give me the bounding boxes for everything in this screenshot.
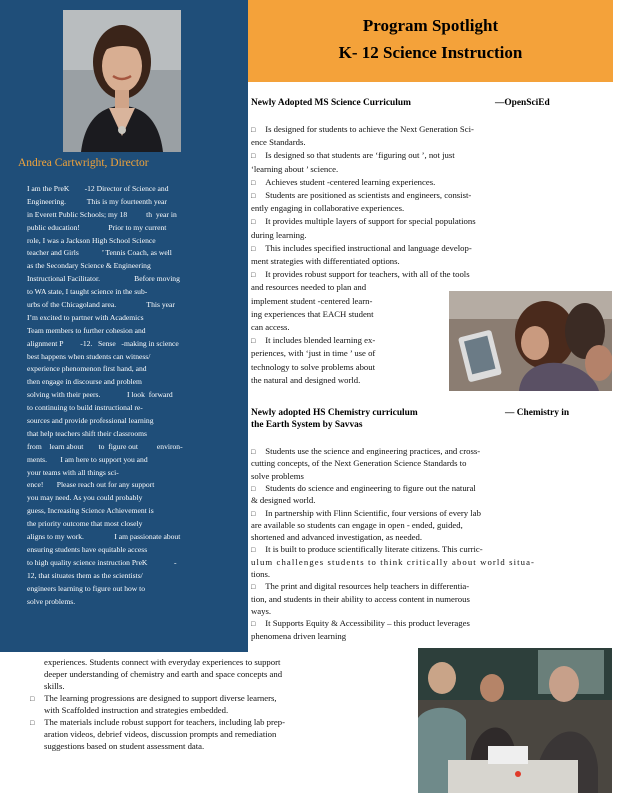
bio-line: solving with their peers. I look forward <box>27 390 173 400</box>
line-text: phenomena driven learning <box>251 630 347 641</box>
bio-line: to high quality science instruction PreK - <box>27 557 177 567</box>
director-bio <box>27 183 245 608</box>
line-text: periences, with ‘just in time ’ use of <box>251 348 376 359</box>
bullet-marker: □ <box>251 126 256 134</box>
bullet-continuation <box>251 532 422 543</box>
bio-line: aligns to my work. I am passionate about <box>27 532 181 542</box>
bullet-item <box>30 717 285 729</box>
line-text: In partnership with Flinn Scientific, four versions of every lab <box>265 507 481 518</box>
line-text: ence Standards. <box>251 137 306 148</box>
bio-line: to WA state, I taught science in the sub- <box>27 287 148 297</box>
line-text: aration videos, debrief videos, discussion prompts and remediation <box>44 729 277 739</box>
line-text: cutting concepts, of the Next Generation Science Standards to <box>251 458 467 469</box>
bullet-marker: □ <box>251 152 256 161</box>
line-text: The print and digital resources help teachers in differentia- <box>265 581 470 592</box>
line-text: technology to solve problems about <box>251 361 376 372</box>
line-text: are available so students can engage in open - ended, guided, <box>251 519 463 530</box>
bio-line: ence! Please reach out for any support <box>27 480 155 490</box>
bio-line: you may need. As you could probably <box>27 493 143 503</box>
bullet-continuation <box>251 606 271 617</box>
bullet-continuation <box>251 458 466 469</box>
bullet-continuation <box>251 322 290 333</box>
line-text: ently engaging in collaborative experiences. <box>251 203 405 214</box>
bio-line: in Everett Public Schools; my 18 th year in <box>27 209 177 219</box>
bio-line: ments. I am here to support you and <box>27 454 148 464</box>
bio-line: that help teachers shift their classrooms <box>27 428 147 438</box>
bullet-marker: □ <box>251 178 256 187</box>
bullet-continuation <box>251 309 374 320</box>
line-text: experiences. Students connect with everyday experiences to support <box>44 657 281 667</box>
bio-line: ensuring students have equitable access <box>27 544 148 554</box>
bullet-continuation <box>44 729 276 740</box>
bullet-continuation <box>251 569 270 580</box>
bullet-marker: □ <box>251 484 256 493</box>
bullet-item <box>251 618 470 630</box>
director-portrait <box>63 10 181 152</box>
bullet-item <box>251 124 474 136</box>
bio-line: alignment P -12. Sense -making in science <box>27 338 179 348</box>
line-text: shortened and advanced investigation, as needed. <box>251 532 423 543</box>
bullet-marker: □ <box>251 271 256 280</box>
bio-line: I am the PreK -12 Director of Science and <box>27 184 169 193</box>
bio-line: the priority outcome that most closely <box>27 519 143 529</box>
bullet-marker: □ <box>251 244 256 253</box>
bio-line: teacher and Girls ’ Tennis Coach, as well <box>27 248 172 258</box>
line-text: It is built to produce scientifically literate citizens. This curric- <box>265 544 483 555</box>
ms-curriculum-heading: Newly Adopted MS Science Curriculum <box>251 98 411 108</box>
bio-line: 12, that situates them as the scientists/ <box>27 570 143 580</box>
bullet-item <box>251 335 375 347</box>
line-text: ing experiences that EACH student <box>251 308 374 319</box>
line-text: This includes specified instructional and language develop- <box>265 242 472 253</box>
bio-line: as the Secondary Science & Engineering <box>27 261 151 271</box>
line-text: can access. <box>251 322 290 332</box>
bullet-item <box>251 508 481 520</box>
bio-line: sources and provide professional learning <box>27 416 154 426</box>
line-text: ways. <box>251 605 272 616</box>
bullet-marker: □ <box>251 218 256 227</box>
bullet-item <box>251 150 455 162</box>
bullet-item <box>30 693 277 705</box>
bio-line: guess, Increasing Science Achievement is <box>27 506 154 516</box>
line-text: tion, and students in their ability to access content in numerous <box>251 593 470 604</box>
bullet-continuation <box>44 669 282 680</box>
line-text: Students use the science and engineering practices, and cross- <box>265 446 481 456</box>
line-text: & designed world. <box>251 495 316 506</box>
banner-subtitle: K- 12 Science Instruction <box>338 43 523 62</box>
students-lab-photo <box>418 648 612 793</box>
line-text: skills. <box>44 681 65 691</box>
bio-line: role, I was a Jackson High School Science <box>27 235 156 245</box>
bullet-continuation <box>44 741 204 752</box>
bullet-continuation <box>251 230 307 241</box>
bullet-continuation <box>251 557 535 568</box>
bullet-continuation <box>251 164 338 175</box>
bullet-item <box>251 483 476 495</box>
bullet-item <box>251 269 470 281</box>
line-text: ulum challenges students to think critically about world situa- <box>251 556 536 567</box>
bio-line: your teams with all things sci- <box>27 467 119 477</box>
spotlight-banner <box>248 0 613 82</box>
bio-line: Team members to further cohesion and <box>27 325 146 335</box>
line-text: solve problems <box>251 470 304 481</box>
line-text: It provides multiple layers of support for special populations <box>265 216 476 227</box>
line-text: and resources needed to plan and <box>251 282 367 293</box>
bullet-marker: □ <box>251 546 256 555</box>
line-text: with Scaffolded instruction and strategies embedded. <box>44 705 229 715</box>
bio-line: urbs of the Chicagoland area. This year <box>27 300 175 310</box>
hs-curriculum-vendor: — Chemistry in <box>505 408 570 418</box>
bullet-continuation <box>251 282 366 293</box>
students-tablet-photo <box>449 291 612 391</box>
bio-line: I’m excited to partner with Academics <box>27 312 144 322</box>
bio-line: then engage in discourse and problem <box>27 377 142 387</box>
line-text: during learning. <box>251 229 307 240</box>
line-text: It provides robust support for teachers, with all of the tools <box>265 269 470 280</box>
line-text: ment strategies with differentiated options. <box>251 256 400 266</box>
line-text: It includes blended learning ex- <box>265 335 376 346</box>
bullet-marker: □ <box>251 620 256 629</box>
banner-title: Program Spotlight <box>362 16 499 35</box>
bullet-continuation <box>251 495 315 506</box>
bullet-marker: □ <box>251 448 256 456</box>
bullet-continuation <box>251 137 306 148</box>
bullet-continuation <box>251 471 304 482</box>
bio-line: best happens when students can witness/ <box>27 351 151 361</box>
bullet-continuation <box>251 520 463 531</box>
bullet-continuation <box>251 362 375 373</box>
bio-line: Instructional Facilitator. Before moving <box>27 274 180 284</box>
bullet-continuation <box>251 631 346 642</box>
line-text: Achieves student -centered learning experiences. <box>265 176 436 187</box>
line-text: ‘learning about ’ science. <box>251 163 339 174</box>
line-text: The learning progressions are designed to support diverse learners, <box>44 693 277 703</box>
bio-line: solve problems. <box>27 596 76 606</box>
line-text: the natural and designed world. <box>251 374 361 385</box>
bio-line: experience phenomenon first hand, and <box>27 364 147 374</box>
hs-curriculum-heading-line2: the Earth System by Savvas <box>251 420 363 430</box>
line-text: deeper understanding of chemistry and earth and space concepts and <box>44 669 283 679</box>
line-text: Students are positioned as scientists and engineers, consist- <box>265 190 472 200</box>
line-text: tions. <box>251 569 271 579</box>
bio-line: engineers learning to figure out how to <box>27 583 146 593</box>
bullet-continuation <box>44 681 65 692</box>
line-text: The materials include robust support for teachers, including lab prep- <box>44 717 285 727</box>
bullet-marker: □ <box>30 695 35 703</box>
bullet-item <box>251 190 471 202</box>
bullet-item <box>251 581 469 593</box>
line-text: implement student -centered learn- <box>251 295 373 306</box>
bullet-continuation <box>44 705 228 716</box>
bullet-item <box>251 216 476 228</box>
director-name: Andrea Cartwright, Director <box>18 157 149 169</box>
bullet-continuation <box>251 348 375 359</box>
bullet-continuation <box>251 203 404 214</box>
bullet-continuation <box>251 594 470 605</box>
bullet-item <box>251 446 480 458</box>
bullet-marker: □ <box>251 583 256 592</box>
bullet-marker: □ <box>30 719 35 727</box>
bullet-marker: □ <box>251 337 256 346</box>
bullet-continuation <box>251 256 400 267</box>
bullet-item <box>251 177 435 189</box>
bullet-marker: □ <box>251 192 256 200</box>
bio-line: to continuing to build instructional re- <box>27 403 143 413</box>
bio-line: from learn about to figure out environ- <box>27 441 183 451</box>
bio-line: Engineering. This is my fourteenth year <box>27 196 167 206</box>
line-text: suggestions based on student assessment data. <box>44 741 205 751</box>
bullet-continuation <box>251 296 372 307</box>
hs-curriculum-heading: Newly adopted HS Chemistry curriculum <box>251 408 418 418</box>
line-text: Is designed so that students are ‘figuring out ’, not just <box>265 150 455 161</box>
bullet-marker: □ <box>251 509 256 518</box>
line-text: Students do science and engineering to figure out the natural <box>265 482 476 493</box>
bullet-item <box>251 243 472 255</box>
line-text: Is designed for students to achieve the Next Generation Sci- <box>265 124 474 134</box>
line-text: It Supports Equity & Accessibility – this product leverages <box>265 618 470 629</box>
bullet-continuation <box>44 657 280 668</box>
ms-curriculum-vendor: —OpenSciEd <box>495 98 550 108</box>
bullet-continuation <box>251 375 360 386</box>
bullet-item <box>251 544 483 556</box>
bio-line: public education! Prior to my current <box>27 222 167 232</box>
director-sidebar <box>0 0 248 652</box>
